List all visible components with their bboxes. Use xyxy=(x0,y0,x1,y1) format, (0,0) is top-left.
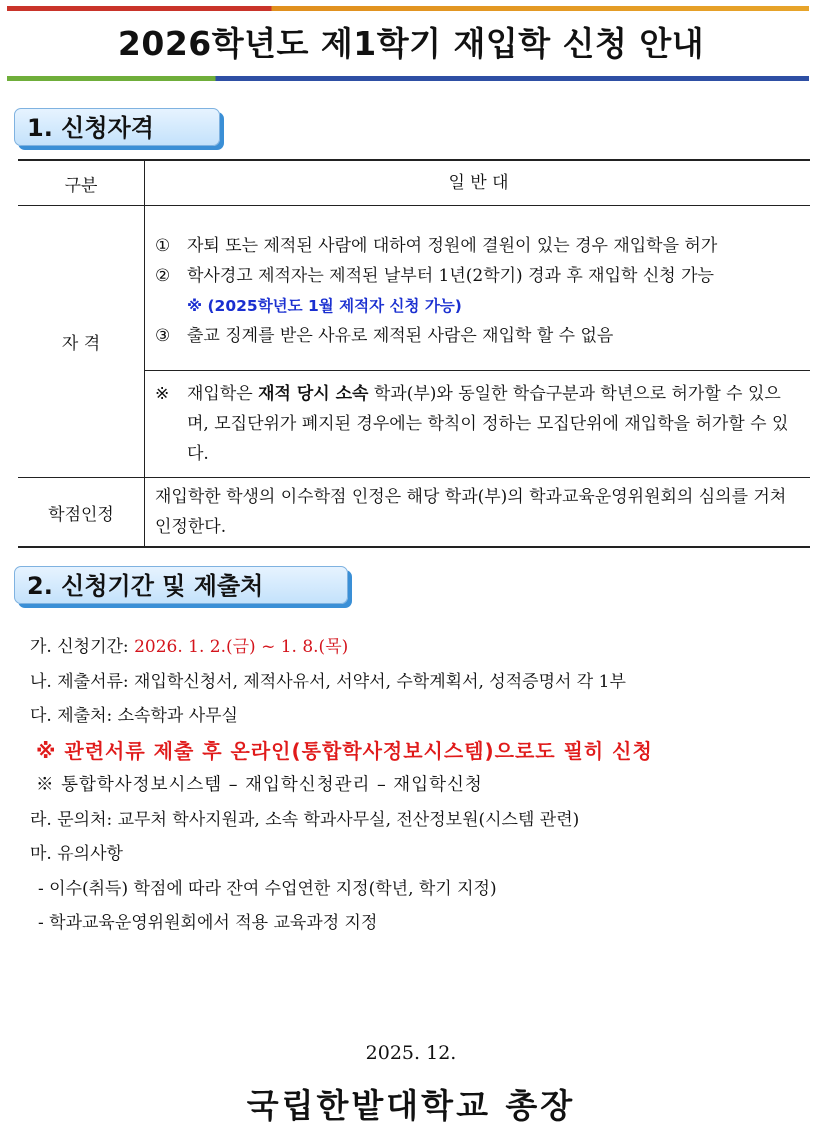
qualification-table xyxy=(18,159,810,548)
qualification-item-1: ① 자퇴 또는 제적된 사람에 대하여 정원에 결원이 있는 경우 재입학을 허가 xyxy=(155,236,718,256)
qualification-note: ※ 재입학은 재적 당시 소속 학과(부)와 동일한 학습구분과 학년으로 허가할 수 있으며, 모집단위가 폐지된 경우에는 학칙이 정하는 모집단위에 재입학을 허가할 수 있다. xyxy=(145,371,811,478)
required-documents: 나. 제출서류: 재입학신청서, 제적사유서, 서약서, 수학계획서, 성적증명서 각 1부 xyxy=(30,671,626,692)
credit-text: 재입학한 학생의 이수학점 인정은 해당 학과(부)의 학과교육운영위원회의 심의를 거쳐 인정한다. xyxy=(145,478,811,548)
contact-info: 라. 문의처: 교무처 학사지원과, 소속 학과사무실, 전산정보원(시스템 관련) xyxy=(30,809,580,830)
qualification-item-3: ③ 출교 징계를 받은 사유로 제적된 사람은 재입학 할 수 없음 xyxy=(155,326,614,346)
header-category: 구분 xyxy=(18,160,145,206)
application-period: 가. 신청기간: 2026. 1. 2.(금) ~ 1. 8.(목) xyxy=(30,637,349,657)
section2-body xyxy=(30,630,810,941)
top-color-bar xyxy=(7,6,809,11)
period-value: 2026. 1. 2.(금) ~ 1. 8.(목) xyxy=(134,637,349,657)
qualification-item-2-note: ※ (2025학년도 1월 제적자 신청 가능) xyxy=(187,297,462,315)
qualification-item-2: ② 학사경고 제적자는 제적된 날부터 1년(2학기) 경과 후 재입학 신청 가능 xyxy=(155,266,714,286)
credit-label: 학점인정 xyxy=(18,478,145,548)
credit-row xyxy=(18,478,810,548)
title-underline-bar xyxy=(7,76,809,81)
system-path: ※ 통합학사정보시스템 – 재입학신청관리 – 재입학신청 xyxy=(36,775,483,795)
section2-heading: 2. 신청기간 및 제출처 xyxy=(14,566,348,604)
header-general: 일 반 대 xyxy=(145,160,811,206)
online-application-notice: ※ 관련서류 제출 후 온라인(통합학사정보시스템)으로도 필히 신청 xyxy=(36,738,653,763)
note-item: - 학과교육운영위원회에서 적용 교육과정 지정 xyxy=(38,913,378,933)
qualification-label: 자 격 xyxy=(18,206,145,478)
note-item: - 이수(취득) 학점에 따라 잔여 수업연한 지정(학년, 학기 지정) xyxy=(38,878,497,899)
section1-heading: 1. 신청자격 xyxy=(14,108,220,146)
notes-label: 마. 유의사항 xyxy=(30,844,123,864)
qualification-row xyxy=(18,206,810,371)
page-title: 2026학년도 제1학기 재입학 신청 안내 xyxy=(117,24,705,63)
submission-place: 다. 제출처: 소속학과 사무실 xyxy=(30,706,238,726)
issue-date: 2025. 12. xyxy=(365,1042,457,1064)
note-bold-text: 재적 당시 소속 xyxy=(258,384,369,404)
issuer-signature: 국립한밭대학교 총장 xyxy=(246,1086,576,1125)
table-header-row xyxy=(18,160,810,206)
qualification-items xyxy=(145,206,811,371)
